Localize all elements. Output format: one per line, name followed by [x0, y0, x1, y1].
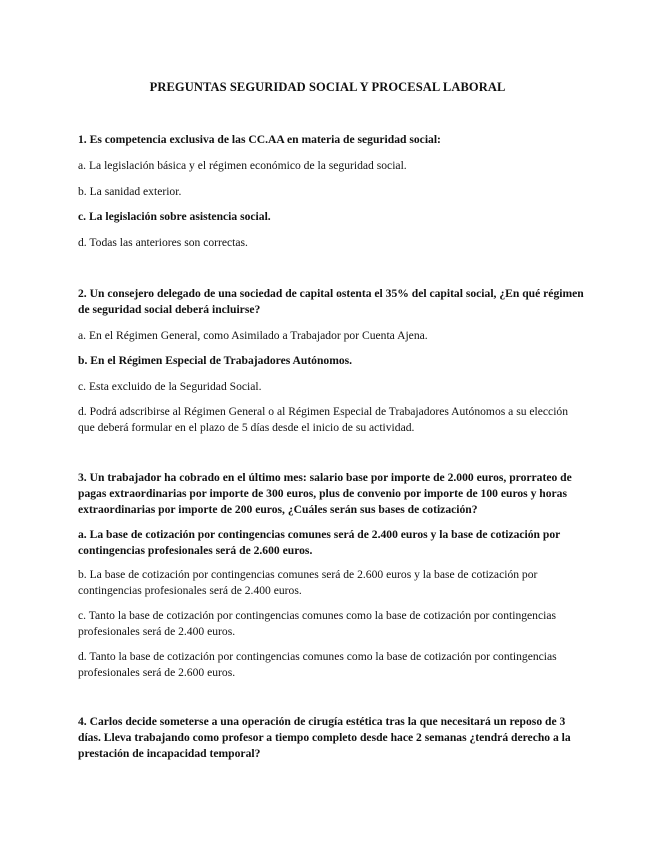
- question-2-option-d: d. Podrá adscribirse al Régimen General o al Régimen Especial de Trabajadores Autónomos a su elección que deberá formular en el plazo de 5 días desde el inicio de su actividad.: [78, 405, 569, 434]
- question-1-option-d: d. Todas las anteriores son correctas.: [78, 236, 248, 249]
- question-3-option-b: b. La base de cotización por contingencias comunes será de 2.600 euros y la base de cotización por contingencias profesionales será de 2.400 euros.: [78, 568, 538, 597]
- question-1-option-b: b. La sanidad exterior.: [78, 185, 182, 198]
- question-2-option-a: a. En el Régimen General, como Asimilado a Trabajador por Cuenta Ajena.: [78, 329, 428, 342]
- page-title: PREGUNTAS SEGURIDAD SOCIAL Y PROCESAL LABORAL: [149, 80, 506, 94]
- question-1-option-a: a. La legislación básica y el régimen económico de la seguridad social.: [78, 159, 407, 172]
- question-1-option-c: c. La legislación sobre asistencia social.: [78, 210, 271, 223]
- question-4: 4. Carlos decide someterse a una operación de cirugía estética tras la que necesitará un reposo de 3 días. Lleva trabajando como profesor a tiempo completo desde hace 2 semanas ¿tendrá derecho a la prestación de incapacidad temporal?: [78, 715, 571, 760]
- question-3: 3. Un trabajador ha cobrado en el último mes: salario base por importe de 2.000 euros, prorrateo de pagas extraordinarias por importe de 300 euros, plus de convenio por importe de 100 euros y horas extraordinarias por importe de 200 euros, ¿Cuáles serán sus bases de cotización?: [78, 471, 572, 516]
- question-3-option-c: c. Tanto la base de cotización por contingencias comunes como la base de cotización por contingencias profesionales será de 2.400 euros.: [78, 609, 557, 638]
- question-3-option-a: a. La base de cotización por contingencias comunes será de 2.400 euros y la base de cotización por contingencias profesionales será de 2.600 euros.: [78, 528, 561, 557]
- question-1: 1. Es competencia exclusiva de las CC.AA en materia de seguridad social:: [78, 133, 441, 146]
- question-3-option-d: d. Tanto la base de cotización por contingencias comunes como la base de cotización por contingencias profesionales será de 2.600 euros.: [78, 650, 557, 679]
- question-2: 2. Un consejero delegado de una sociedad de capital ostenta el 35% del capital social, ¿En qué régimen de seguridad social deberá incluirse?: [78, 287, 584, 316]
- question-2-option-c: c. Esta excluido de la Seguridad Social.: [78, 380, 262, 393]
- question-2-option-b: b. En el Régimen Especial de Trabajadores Autónomos.: [78, 354, 353, 367]
